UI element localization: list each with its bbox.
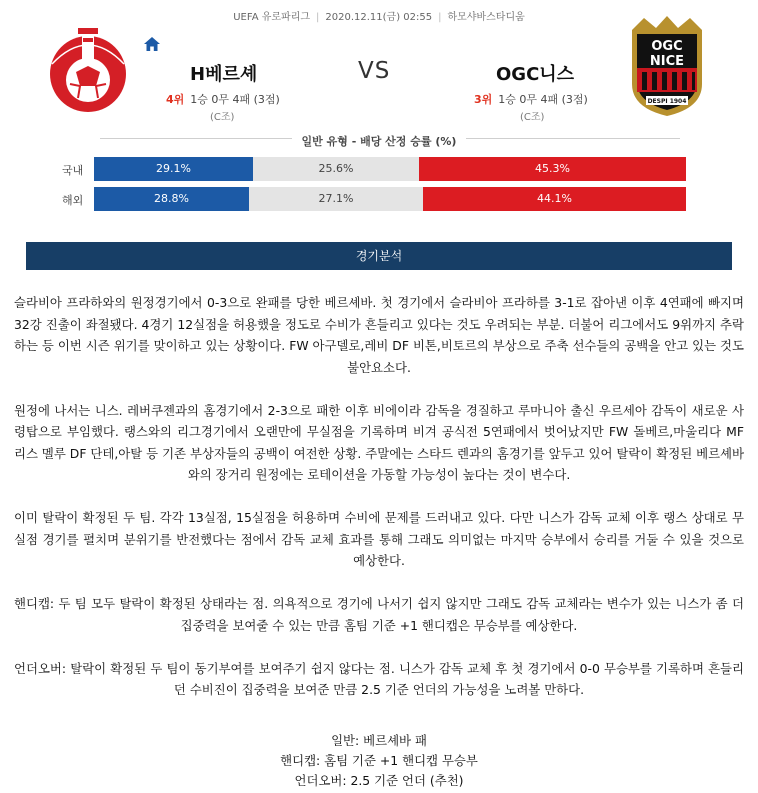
summary-line-handicap: 핸디캡: 홈팀 기준 +1 핸디캡 무승부 bbox=[280, 753, 478, 768]
analysis-paragraph: 슬라비아 프라하와의 원정경기에서 0-3으로 완패를 당한 베르셰바. 첫 경기에서 슬라비아 프라하를 3-1로 잡아낸 이후 4연패에 빠지며 32강 진출이 좌절됐다. 4경기 12실점을 허용했을 정도로 수비가 흔들리고 있다는 것도 우려되는 부분. 더불어 리그에서도 9위까지 추락하는 등 이번 시즌 위기를 맞이하고 있는 상황이다. FW 아구델로,레비 DF 비톤,비토르의 부상으로 주축 선수들의 공백을 안고 있는 것도 불안요소다. bbox=[14, 295, 744, 375]
home-team-rank: 4위 bbox=[166, 93, 185, 106]
league-name: UEFA 유로파리그 bbox=[233, 12, 311, 23]
away-logo-text-top: OGC bbox=[651, 39, 683, 54]
home-team-standing: 1승 0무 4패 (3점) bbox=[190, 93, 280, 106]
analysis-paragraph: 핸디캡: 두 팀 모두 탈락이 확정된 상태라는 점. 의욕적으로 경기에 나서기 쉽지 않지만 그래도 감독 교체라는 변수가 있는 니스가 좀 더 집중력을 보여줄 수 있는 만큼 홈팀 기준 +1 핸디캡은 무승부를 예상한다. bbox=[14, 596, 744, 633]
odds-title bbox=[0, 130, 758, 149]
stadium-name: 하모샤바스타디움 bbox=[447, 12, 525, 23]
odds-row-label: 국내 bbox=[62, 164, 84, 177]
match-datetime: 2020.12.11(금) 02:55 bbox=[325, 12, 433, 23]
away-team-group: (C조) bbox=[520, 112, 545, 123]
analysis-text bbox=[14, 292, 744, 722]
analysis-section-header: 경기분석 bbox=[26, 242, 732, 270]
home-team-record bbox=[166, 91, 280, 107]
home-team-icon bbox=[144, 36, 160, 50]
odds-home-bar: 28.8% bbox=[94, 187, 249, 211]
away-team-name: OGC니스 bbox=[496, 64, 575, 85]
odds-away-bar: 44.1% bbox=[423, 187, 686, 211]
away-logo-text-bottom: NICE bbox=[649, 54, 685, 69]
odds-row-overseas bbox=[50, 187, 686, 211]
prediction-summary bbox=[0, 731, 758, 791]
odds-away-bar: 45.3% bbox=[419, 157, 686, 181]
away-team-standing: 1승 0무 4패 (3점) bbox=[498, 93, 588, 106]
odds-home-bar: 29.1% bbox=[94, 157, 253, 181]
odds-draw-bar: 27.1% bbox=[249, 187, 423, 211]
odds-row-label: 해외 bbox=[62, 194, 84, 207]
match-info-bar: UEFA 유로파리그 | 2020.12.11(금) 02:55 | 하모샤바스타디움 bbox=[233, 12, 525, 23]
summary-line-overunder: 언더오버: 2.5 기준 언더 (추천) bbox=[294, 773, 464, 788]
summary-line-general: 일반: 베르셰바 패 bbox=[331, 733, 427, 748]
analysis-paragraph: 원정에 나서는 니스. 레버쿠젠과의 홈경기에서 2-3으로 패한 이후 비에이라 감독을 경질하고 루마니아 출신 우르세아 감독이 새로운 사령탑으로 부임했다. 랭스와의 리그경기에서 오랜만에 무실점을 기록하며 비겨 공식전 5연패에서 벗어났지만 FW 돌베르,마울리다 MF 리스 멜루 DF 단테,아탈 등 기존 부상자들의 공백이 여전한 상황. 주말에는 스타드 렌과의 홈경기를 앞두고 있어 탈락이 확정된 베르셰바와의 장거리 원정에는 로테이션을 가동할 가능성이 높다는 것이 변수다. bbox=[14, 402, 744, 482]
odds-draw-bar: 25.6% bbox=[253, 157, 419, 181]
analysis-paragraph: 이미 탈락이 확정된 두 팀. 각각 13실점, 15실점을 허용하며 수비에 문제를 드러내고 있다. 다만 니스가 감독 교체 이후 랭스 상대로 무실점 경기를 펼치며 분위기를 반전했다는 점에서 감독 교체 효과를 통해 그래도 의미없는 마지막 승부에서 승리를 거둘 수 있을 것으로 예상한다. bbox=[14, 510, 744, 568]
home-team-logo bbox=[48, 16, 128, 116]
vs-label: VS bbox=[358, 58, 391, 84]
away-team-rank: 3위 bbox=[474, 93, 493, 106]
analysis-paragraph: 언더오버: 탈락이 확정된 두 팀이 동기부여를 보여주기 쉽지 않다는 점. 니스가 감독 교체 후 첫 경기에서 0-0 무승부를 기록하며 흔들리던 수비진이 집중력을 보여준 만큼 2.5 기준 언더의 가능성을 노려볼 만하다. bbox=[14, 660, 744, 697]
odds-row-domestic bbox=[50, 157, 686, 181]
away-team-record bbox=[474, 91, 588, 107]
away-team-logo bbox=[626, 14, 708, 118]
home-team-group: (C조) bbox=[210, 112, 235, 123]
odds-title-text: 일반 유형 - 배당 산정 승률 (%) bbox=[292, 135, 467, 148]
home-team-name: H베르셰 bbox=[190, 64, 258, 85]
away-logo-text-year: DESPI 1904 bbox=[647, 98, 687, 105]
